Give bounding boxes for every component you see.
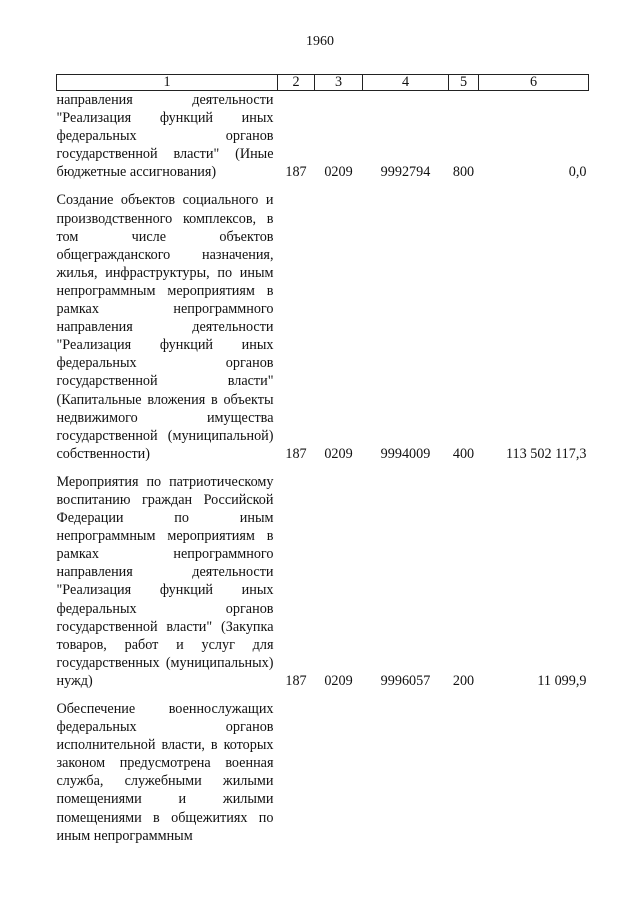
row-name: направления деятельности "Реализация функций иных федеральных органов государственной власти" (Иные бюджетные ассигнования)	[56, 92, 274, 181]
row-target: 9994009	[380, 445, 431, 462]
row-grbs: 187	[285, 445, 307, 462]
budget-table	[56, 74, 589, 845]
row-amount: 113 502 117,3	[505, 445, 587, 462]
row-section: 0209	[324, 445, 353, 462]
table-header-row	[57, 75, 589, 91]
row-vr: 400	[452, 445, 475, 462]
row-target: 9992794	[380, 164, 431, 181]
table-row	[57, 473, 589, 690]
row-vr: 800	[452, 164, 475, 181]
header-col-3: 3	[315, 75, 363, 91]
table-row	[57, 700, 589, 845]
row-amount: 0,0	[568, 164, 587, 181]
row-grbs: 187	[285, 672, 307, 689]
row-name: Создание объектов социального и производственного комплексов, в том числе объектов общегражданского назначения, жилья, инфраструктуры, по иным непрограммным мероприятиям в рамках непрограммного направления деятельности "Реализация функций иных федеральных органов государственной власти" (Капитальные вложения в объекты недвижимого имущества государственной (муниципальной) собственности)	[56, 192, 274, 462]
header-col-4: 4	[363, 75, 449, 91]
row-vr: 200	[452, 672, 475, 689]
table-row	[57, 91, 589, 182]
header-col-5: 5	[449, 75, 479, 91]
row-name: Мероприятия по патриотическому воспитанию граждан Российской Федерации по иным непрограммным мероприятиям в рамках непрограммного направления деятельности "Реализация функций иных федеральных органов государственной власти" (Закупка товаров, работ и услуг для государственных (муниципальных) нужд)	[56, 473, 274, 689]
row-name: Обеспечение военнослужащих федеральных органов исполнительной власти, в которых законом предусмотрена военная служба, служебными жилыми помещениями и жилыми помещениями в общежитиях по иным непрограммным	[56, 701, 274, 844]
row-section: 0209	[324, 672, 353, 689]
header-col-6: 6	[479, 75, 589, 91]
row-target: 9996057	[380, 672, 431, 689]
row-section: 0209	[324, 164, 353, 181]
header-col-2: 2	[278, 75, 315, 91]
header-col-1: 1	[57, 75, 278, 91]
table-row	[57, 191, 589, 462]
row-grbs: 187	[285, 164, 307, 181]
page-number: 1960	[306, 34, 334, 49]
row-amount: 11 099,9	[537, 672, 587, 689]
